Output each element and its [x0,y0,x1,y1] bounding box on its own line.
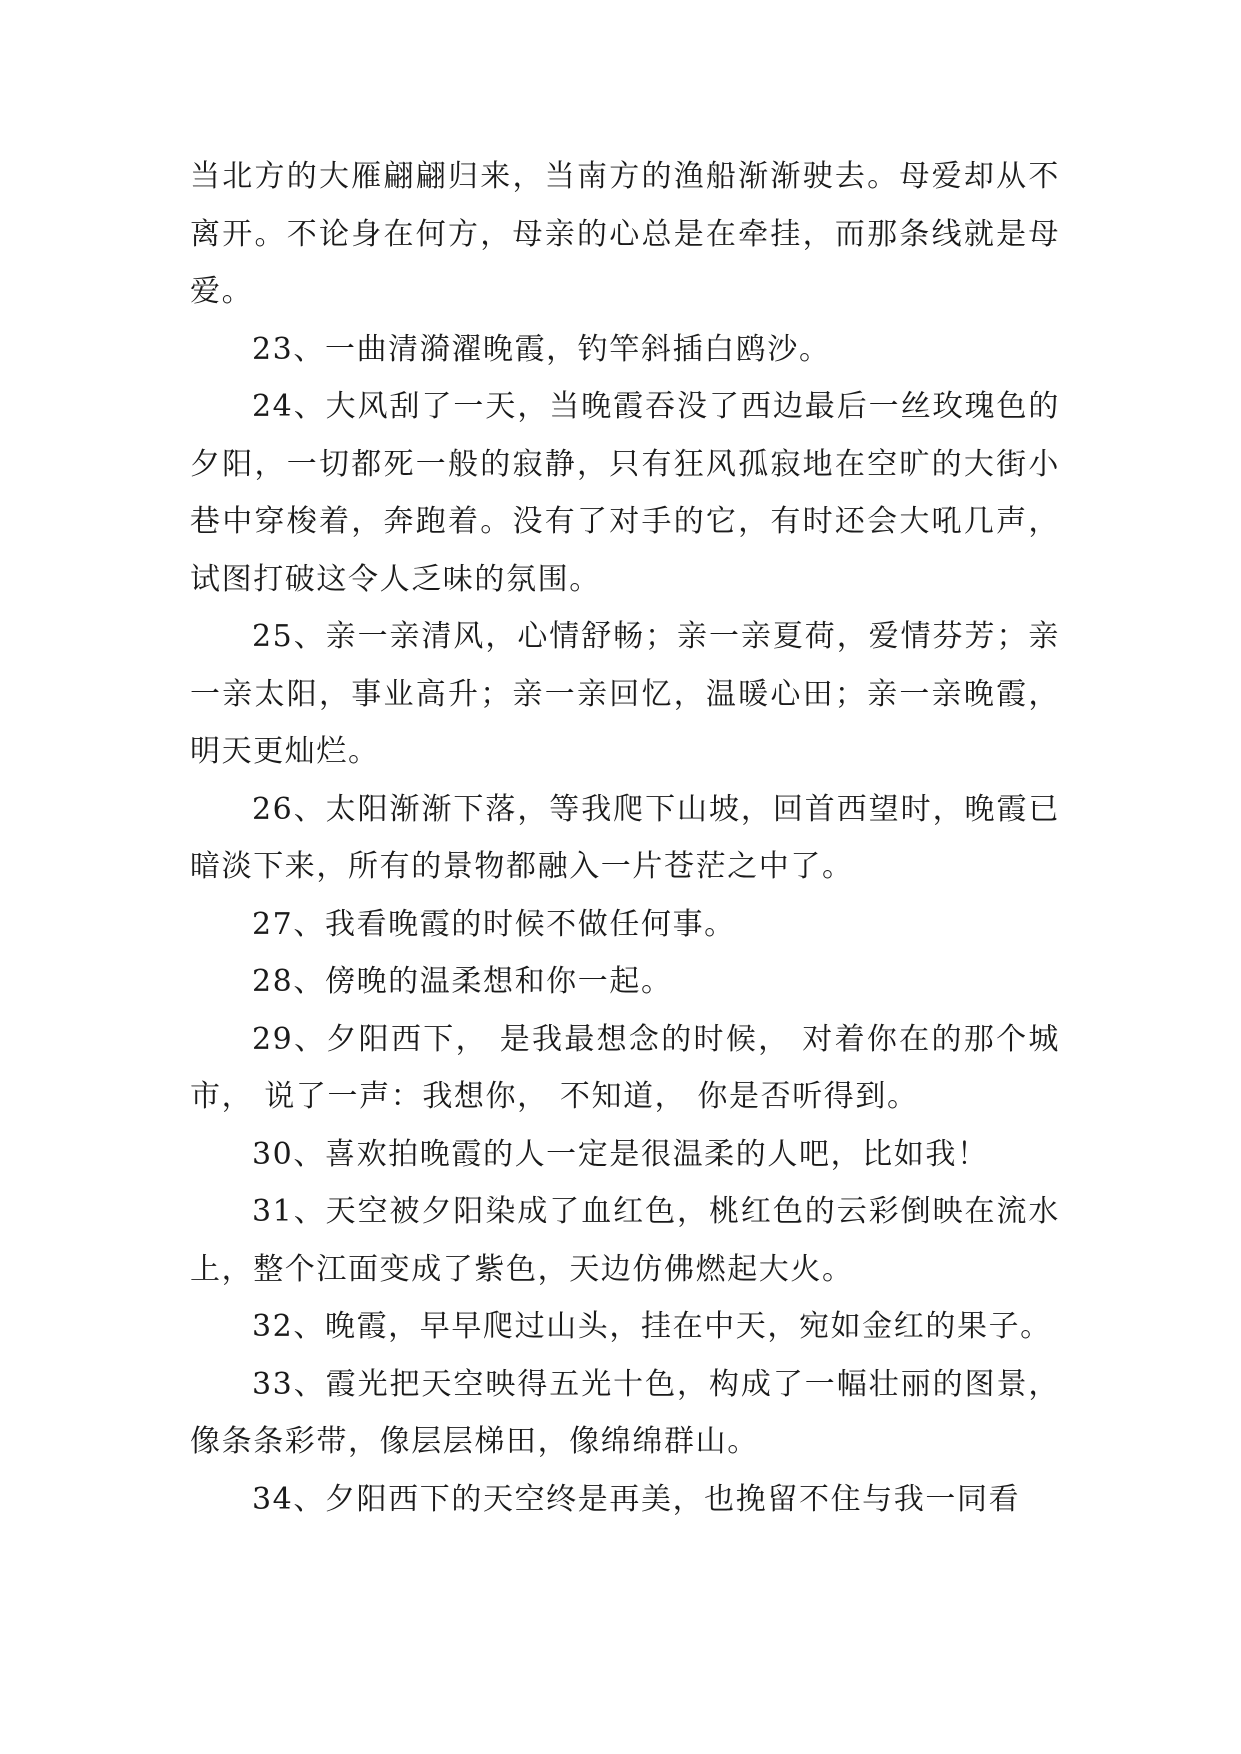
paragraph-23: 23、一曲清漪濯晚霞，钓竿斜插白鸥沙。 [252,331,831,367]
paragraph-30: 30、喜欢拍晚霞的人一定是很温柔的人吧，比如我！ [252,1136,989,1172]
paragraph-31: 31、天空被夕阳染成了血红色，桃红色的云彩倒映在流水上，整个江面变成了紫色，天边仿佛燃起大火。 [190,1194,1060,1287]
paragraph-33: 33、霞光把天空映得五光十色，构成了一幅壮丽的图景，像条条彩带，像层层梯田，像绵绵群山。 [190,1366,1060,1459]
paragraph-27: 27、我看晚霞的时候不做任何事。 [252,906,736,942]
paragraph-34: 34、夕阳西下的天空终是再美，也挽留不住与我一同看 [252,1481,1021,1517]
paragraph-32: 32、晚霞，早早爬过山头，挂在中天，宛如金红的果子。 [252,1309,1052,1344]
paragraph-26: 26、太阳渐渐下落，等我爬下山坡，回首西望时，晚霞已暗淡下来，所有的景物都融入一片苍茫之中了。 [190,791,1060,884]
paragraph-24: 24、大风刮了一天，当晚霞吞没了西边最后一丝玫瑰色的夕阳，一切都死一般的寂静，只有狂风孤寂地在空旷的大街小巷中穿梭着，奔跑着。没有了对手的它，有时还会大吼几声，试图打破这令人乏味的氛围。 [190,389,1060,597]
paragraph-28: 28、傍晚的温柔想和你一起。 [252,964,673,999]
paragraph-29: 29、夕阳西下， 是我最想念的时候， 对着你在的那个城市， 说了一声：我想你， 不知道， 你是否听得到。 [190,1021,1060,1114]
document-body [190,148,1060,1528]
paragraph-intro: 当北方的大雁翩翩归来，当南方的渔船渐渐驶去。母爱却从不离开。不论身在何方，母亲的心总是在牵挂，而那条线就是母爱。 [190,159,1060,309]
paragraph-25: 25、亲一亲清风，心情舒畅；亲一亲夏荷，爱情芬芳；亲一亲太阳，事业高升；亲一亲回忆，温暖心田；亲一亲晚霞，明天更灿烂。 [190,619,1060,769]
